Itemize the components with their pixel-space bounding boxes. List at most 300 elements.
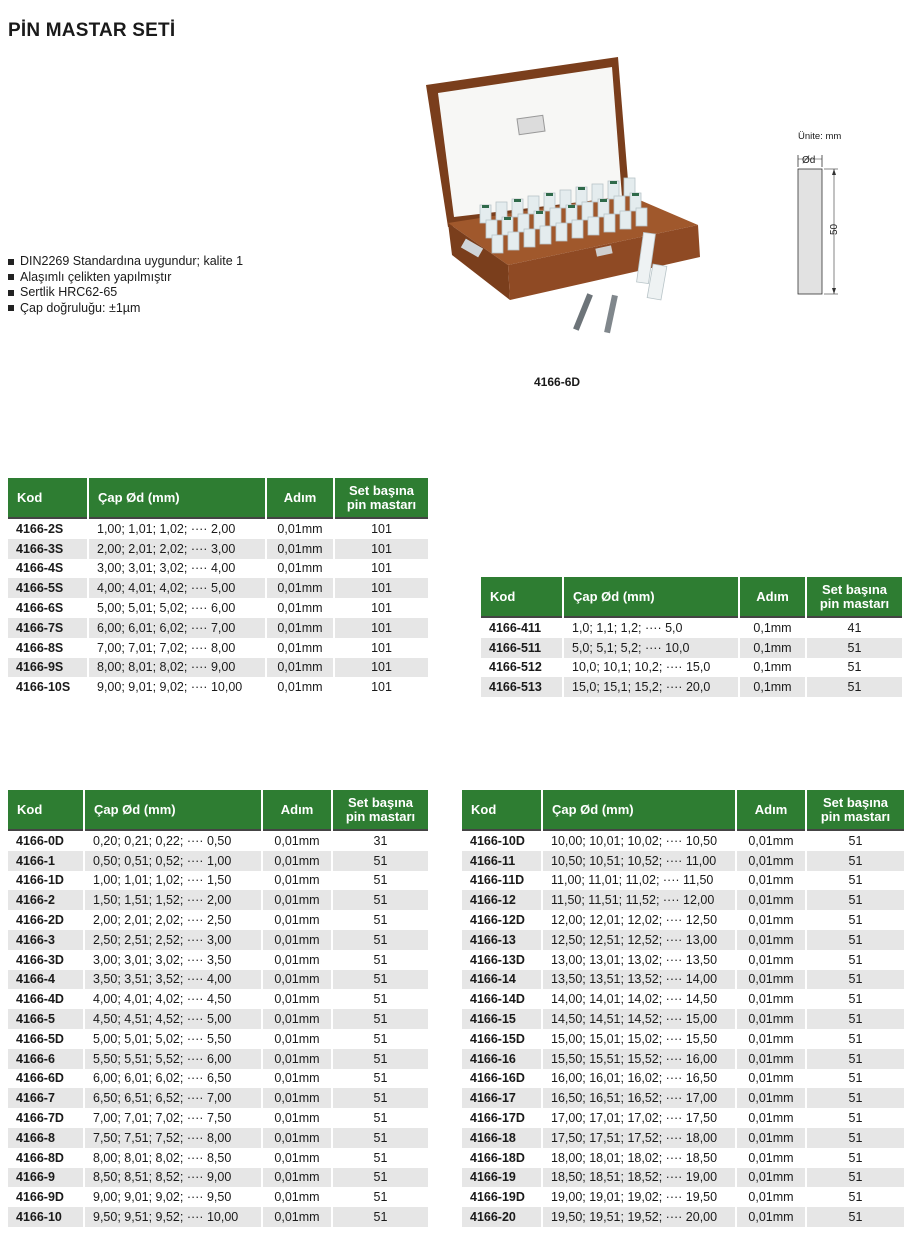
cell-adim: 0,01mm bbox=[262, 1128, 332, 1148]
cell-adim: 0,01mm bbox=[262, 1049, 332, 1069]
cell-cap: 3,00; 3,01; 3,02; ···· 3,50 bbox=[84, 950, 262, 970]
table-row bbox=[8, 890, 428, 910]
cell-cap: 2,00; 2,01; 2,02; ···· 3,00 bbox=[88, 539, 266, 559]
cell-set: 51 bbox=[806, 1108, 904, 1128]
table-row bbox=[8, 1009, 428, 1029]
cell-adim: 0,01mm bbox=[736, 1187, 806, 1207]
cell-kod: 4166-512 bbox=[481, 658, 563, 678]
cell-adim: 0,01mm bbox=[262, 910, 332, 930]
table-row bbox=[8, 578, 428, 598]
table-row bbox=[481, 638, 902, 658]
cell-kod: 4166-15 bbox=[462, 1009, 542, 1029]
cell-adim: 0,01mm bbox=[736, 1148, 806, 1168]
cell-kod: 4166-411 bbox=[481, 617, 563, 638]
cell-set: 51 bbox=[332, 1168, 428, 1188]
cell-cap: 4,50; 4,51; 4,52; ···· 5,00 bbox=[84, 1009, 262, 1029]
cell-set: 31 bbox=[332, 830, 428, 851]
cell-adim: 0,01mm bbox=[266, 677, 334, 697]
cell-cap: 13,00; 13,01; 13,02; ···· 13,50 bbox=[542, 950, 736, 970]
cell-set: 51 bbox=[332, 1049, 428, 1069]
table-row bbox=[8, 1128, 428, 1148]
cell-set: 101 bbox=[334, 598, 428, 618]
cell-set: 51 bbox=[332, 970, 428, 990]
cell-kod: 4166-4S bbox=[8, 559, 88, 579]
table-row bbox=[462, 1108, 904, 1128]
cell-adim: 0,01mm bbox=[262, 1029, 332, 1049]
table-row bbox=[462, 1009, 904, 1029]
cell-kod: 4166-11 bbox=[462, 851, 542, 871]
cell-adim: 0,01mm bbox=[736, 1168, 806, 1188]
cell-cap: 13,50; 13,51; 13,52; ···· 14,00 bbox=[542, 970, 736, 990]
cell-adim: 0,01mm bbox=[262, 1187, 332, 1207]
table-row bbox=[8, 1069, 428, 1089]
cell-kod: 4166-6 bbox=[8, 1049, 84, 1069]
cell-set: 51 bbox=[332, 1009, 428, 1029]
table-row bbox=[462, 1207, 904, 1227]
cell-cap: 17,00; 17,01; 17,02; ···· 17,50 bbox=[542, 1108, 736, 1128]
table-row bbox=[8, 871, 428, 891]
cell-set: 101 bbox=[334, 618, 428, 638]
spec-table-0-10mm bbox=[8, 790, 428, 1227]
cell-cap: 17,50; 17,51; 17,52; ···· 18,00 bbox=[542, 1128, 736, 1148]
cell-kod: 4166-13 bbox=[462, 930, 542, 950]
cell-kod: 4166-511 bbox=[481, 638, 563, 658]
page-title: PİN MASTAR SETİ bbox=[8, 20, 176, 41]
cell-set: 51 bbox=[806, 1207, 904, 1227]
table-row bbox=[8, 539, 428, 559]
feature-item: Sertlik HRC62-65 bbox=[8, 285, 243, 301]
cell-kod: 4166-6S bbox=[8, 598, 88, 618]
cell-cap: 10,0; 10,1; 10,2; ···· 15,0 bbox=[563, 658, 739, 678]
square-bullet-icon bbox=[8, 290, 14, 296]
cell-set: 51 bbox=[806, 1128, 904, 1148]
cell-adim: 0,01mm bbox=[266, 598, 334, 618]
cell-set: 51 bbox=[806, 658, 902, 678]
table-row bbox=[8, 1029, 428, 1049]
cell-adim: 0,01mm bbox=[262, 1207, 332, 1227]
cell-set: 101 bbox=[334, 518, 428, 539]
spec-table-10-20mm bbox=[462, 790, 904, 1227]
cell-cap: 16,00; 16,01; 16,02; ···· 16,50 bbox=[542, 1069, 736, 1089]
cell-adim: 0,01mm bbox=[262, 851, 332, 871]
cell-kod: 4166-18 bbox=[462, 1128, 542, 1148]
cell-adim: 0,1mm bbox=[739, 658, 806, 678]
table-row bbox=[8, 830, 428, 851]
cell-kod: 4166-5 bbox=[8, 1009, 84, 1029]
cell-kod: 4166-3S bbox=[8, 539, 88, 559]
table-row bbox=[8, 518, 428, 539]
table-row bbox=[8, 930, 428, 950]
table-row bbox=[8, 658, 428, 678]
cell-cap: 9,50; 9,51; 9,52; ···· 10,00 bbox=[84, 1207, 262, 1227]
cell-set: 51 bbox=[806, 851, 904, 871]
cell-cap: 14,00; 14,01; 14,02; ···· 14,50 bbox=[542, 989, 736, 1009]
cell-cap: 6,50; 6,51; 6,52; ···· 7,00 bbox=[84, 1088, 262, 1108]
cell-kod: 4166-8S bbox=[8, 638, 88, 658]
cell-kod: 4166-0D bbox=[8, 830, 84, 851]
cell-adim: 0,01mm bbox=[262, 1009, 332, 1029]
cell-cap: 15,0; 15,1; 15,2; ···· 20,0 bbox=[563, 677, 739, 697]
cell-set: 101 bbox=[334, 677, 428, 697]
cell-set: 51 bbox=[806, 1187, 904, 1207]
cell-cap: 12,00; 12,01; 12,02; ···· 12,50 bbox=[542, 910, 736, 930]
cell-adim: 0,01mm bbox=[266, 618, 334, 638]
length-label: 50 bbox=[829, 223, 840, 235]
cell-kod: 4166-3 bbox=[8, 930, 84, 950]
table-row bbox=[462, 989, 904, 1009]
cell-kod: 4166-5S bbox=[8, 578, 88, 598]
table-row bbox=[8, 1187, 428, 1207]
cell-adim: 0,01mm bbox=[266, 578, 334, 598]
cell-adim: 0,01mm bbox=[262, 1168, 332, 1188]
cell-adim: 0,01mm bbox=[262, 930, 332, 950]
cell-adim: 0,01mm bbox=[736, 1029, 806, 1049]
cell-adim: 0,01mm bbox=[266, 638, 334, 658]
cell-set: 51 bbox=[806, 1168, 904, 1188]
cell-cap: 10,00; 10,01; 10,02; ···· 10,50 bbox=[542, 830, 736, 851]
table-row bbox=[462, 1168, 904, 1188]
cell-cap: 18,00; 18,01; 18,02; ···· 18,50 bbox=[542, 1148, 736, 1168]
cell-cap: 1,50; 1,51; 1,52; ···· 2,00 bbox=[84, 890, 262, 910]
table-row bbox=[8, 989, 428, 1009]
table-row bbox=[462, 1187, 904, 1207]
cell-set: 101 bbox=[334, 638, 428, 658]
cell-adim: 0,01mm bbox=[266, 539, 334, 559]
cell-cap: 8,00; 8,01; 8,02; ···· 9,00 bbox=[88, 658, 266, 678]
cell-adim: 0,01mm bbox=[266, 559, 334, 579]
feature-item: DIN2269 Standardına uygundur; kalite 1 bbox=[8, 254, 243, 270]
cell-set: 51 bbox=[806, 1029, 904, 1049]
cell-set: 51 bbox=[332, 1108, 428, 1128]
header-cap: Çap Ød (mm) bbox=[88, 478, 266, 518]
cell-set: 51 bbox=[806, 1148, 904, 1168]
cell-adim: 0,1mm bbox=[739, 677, 806, 697]
cell-set: 51 bbox=[332, 851, 428, 871]
cell-cap: 0,20; 0,21; 0,22; ···· 0,50 bbox=[84, 830, 262, 851]
cell-adim: 0,01mm bbox=[736, 830, 806, 851]
cell-kod: 4166-16D bbox=[462, 1069, 542, 1089]
table-row bbox=[8, 950, 428, 970]
table-row bbox=[462, 871, 904, 891]
header-cap: Çap Ød (mm) bbox=[84, 790, 262, 830]
cell-set: 51 bbox=[806, 871, 904, 891]
photo-caption: 4166-6D bbox=[534, 375, 581, 389]
cell-adim: 0,01mm bbox=[736, 1069, 806, 1089]
cell-kod: 4166-4D bbox=[8, 989, 84, 1009]
cell-adim: 0,01mm bbox=[736, 930, 806, 950]
cell-cap: 7,50; 7,51; 7,52; ···· 8,00 bbox=[84, 1128, 262, 1148]
cell-kod: 4166-2S bbox=[8, 518, 88, 539]
header-set: Set başına pin mastarı bbox=[334, 478, 428, 518]
cell-cap: 15,00; 15,01; 15,02; ···· 15,50 bbox=[542, 1029, 736, 1049]
cell-set: 51 bbox=[806, 989, 904, 1009]
cell-set: 51 bbox=[806, 677, 902, 697]
header-adim: Adım bbox=[266, 478, 334, 518]
cell-set: 51 bbox=[332, 950, 428, 970]
cell-kod: 4166-11D bbox=[462, 871, 542, 891]
cell-kod: 4166-7D bbox=[8, 1108, 84, 1128]
table-row bbox=[8, 1148, 428, 1168]
feature-item: Alaşımlı çelikten yapılmıştır bbox=[8, 270, 243, 286]
cell-set: 51 bbox=[806, 1088, 904, 1108]
feature-item: Çap doğruluğu: ±1µm bbox=[8, 301, 243, 317]
cell-kod: 4166-12 bbox=[462, 890, 542, 910]
cell-set: 51 bbox=[806, 970, 904, 990]
cell-kod: 4166-20 bbox=[462, 1207, 542, 1227]
cell-kod: 4166-1 bbox=[8, 851, 84, 871]
header-kod: Kod bbox=[481, 577, 563, 617]
cell-cap: 4,00; 4,01; 4,02; ···· 4,50 bbox=[84, 989, 262, 1009]
header-set: Set başına pin mastarı bbox=[806, 790, 904, 830]
cell-set: 51 bbox=[332, 1029, 428, 1049]
cell-kod: 4166-3D bbox=[8, 950, 84, 970]
cell-set: 51 bbox=[332, 871, 428, 891]
cell-adim: 0,01mm bbox=[736, 910, 806, 930]
cell-set: 51 bbox=[332, 1069, 428, 1089]
spec-table-s-series bbox=[8, 478, 428, 697]
table-row bbox=[462, 1069, 904, 1089]
table-row bbox=[462, 950, 904, 970]
table-row bbox=[8, 1049, 428, 1069]
cell-kod: 4166-12D bbox=[462, 910, 542, 930]
cell-adim: 0,01mm bbox=[736, 950, 806, 970]
table-row bbox=[8, 677, 428, 697]
cell-kod: 4166-13D bbox=[462, 950, 542, 970]
table-row bbox=[8, 910, 428, 930]
cell-cap: 2,50; 2,51; 2,52; ···· 3,00 bbox=[84, 930, 262, 950]
square-bullet-icon bbox=[8, 305, 14, 311]
cell-cap: 2,00; 2,01; 2,02; ···· 2,50 bbox=[84, 910, 262, 930]
cell-adim: 0,01mm bbox=[736, 1088, 806, 1108]
header-adim: Adım bbox=[739, 577, 806, 617]
cell-set: 51 bbox=[806, 638, 902, 658]
cell-set: 51 bbox=[806, 1069, 904, 1089]
cell-set: 51 bbox=[806, 930, 904, 950]
cell-cap: 3,50; 3,51; 3,52; ···· 4,00 bbox=[84, 970, 262, 990]
cell-cap: 16,50; 16,51; 16,52; ···· 17,00 bbox=[542, 1088, 736, 1108]
cell-cap: 4,00; 4,01; 4,02; ···· 5,00 bbox=[88, 578, 266, 598]
table-row bbox=[462, 1088, 904, 1108]
table-row bbox=[462, 1148, 904, 1168]
table-row bbox=[462, 910, 904, 930]
cell-set: 51 bbox=[332, 930, 428, 950]
cell-kod: 4166-513 bbox=[481, 677, 563, 697]
cell-cap: 1,0; 1,1; 1,2; ···· 5,0 bbox=[563, 617, 739, 638]
cell-set: 51 bbox=[806, 890, 904, 910]
cell-set: 51 bbox=[332, 1128, 428, 1148]
cell-set: 51 bbox=[332, 1207, 428, 1227]
cell-adim: 0,01mm bbox=[262, 1088, 332, 1108]
cell-cap: 8,00; 8,01; 8,02; ···· 8,50 bbox=[84, 1148, 262, 1168]
cell-kod: 4166-15D bbox=[462, 1029, 542, 1049]
cell-set: 101 bbox=[334, 658, 428, 678]
square-bullet-icon bbox=[8, 259, 14, 265]
unit-note: Ünite: mm bbox=[798, 131, 842, 142]
cell-cap: 6,00; 6,01; 6,02; ···· 6,50 bbox=[84, 1069, 262, 1089]
cell-set: 51 bbox=[806, 1009, 904, 1029]
cell-set: 51 bbox=[332, 1088, 428, 1108]
cell-adim: 0,01mm bbox=[262, 830, 332, 851]
table-row bbox=[8, 598, 428, 618]
cell-adim: 0,01mm bbox=[736, 1009, 806, 1029]
header-kod: Kod bbox=[462, 790, 542, 830]
cell-set: 41 bbox=[806, 617, 902, 638]
cell-set: 51 bbox=[806, 1049, 904, 1069]
table-row bbox=[462, 1049, 904, 1069]
cell-cap: 0,50; 0,51; 0,52; ···· 1,00 bbox=[84, 851, 262, 871]
cell-cap: 1,00; 1,01; 1,02; ···· 2,00 bbox=[88, 518, 266, 539]
cell-cap: 19,50; 19,51; 19,52; ···· 20,00 bbox=[542, 1207, 736, 1227]
cell-adim: 0,01mm bbox=[262, 950, 332, 970]
cell-adim: 0,01mm bbox=[736, 871, 806, 891]
cell-set: 101 bbox=[334, 578, 428, 598]
table-row bbox=[481, 658, 902, 678]
cell-adim: 0,01mm bbox=[266, 658, 334, 678]
table-row bbox=[462, 830, 904, 851]
table-row bbox=[8, 851, 428, 871]
cell-kod: 4166-2D bbox=[8, 910, 84, 930]
cell-adim: 0,01mm bbox=[262, 871, 332, 891]
cell-cap: 9,00; 9,01; 9,02; ···· 10,00 bbox=[88, 677, 266, 697]
cell-kod: 4166-17 bbox=[462, 1088, 542, 1108]
cell-kod: 4166-9S bbox=[8, 658, 88, 678]
cell-kod: 4166-18D bbox=[462, 1148, 542, 1168]
table-row bbox=[462, 970, 904, 990]
cell-set: 101 bbox=[334, 559, 428, 579]
cell-set: 51 bbox=[806, 910, 904, 930]
cell-kod: 4166-8D bbox=[8, 1148, 84, 1168]
cell-cap: 6,00; 6,01; 6,02; ···· 7,00 bbox=[88, 618, 266, 638]
cell-kod: 4166-8 bbox=[8, 1128, 84, 1148]
cell-cap: 7,00; 7,01; 7,02; ···· 7,50 bbox=[84, 1108, 262, 1128]
cell-adim: 0,01mm bbox=[736, 989, 806, 1009]
table-row bbox=[462, 1128, 904, 1148]
table-row bbox=[462, 890, 904, 910]
cell-cap: 1,00; 1,01; 1,02; ···· 1,50 bbox=[84, 871, 262, 891]
cell-set: 101 bbox=[334, 539, 428, 559]
table-row bbox=[8, 638, 428, 658]
product-photo bbox=[418, 55, 708, 345]
cell-adim: 0,01mm bbox=[262, 1148, 332, 1168]
spec-table-01-step bbox=[481, 577, 902, 697]
cell-kod: 4166-2 bbox=[8, 890, 84, 910]
cell-cap: 15,50; 15,51; 15,52; ···· 16,00 bbox=[542, 1049, 736, 1069]
cell-adim: 0,01mm bbox=[736, 851, 806, 871]
cell-kod: 4166-10S bbox=[8, 677, 88, 697]
cell-cap: 5,0; 5,1; 5,2; ···· 10,0 bbox=[563, 638, 739, 658]
cell-adim: 0,01mm bbox=[266, 518, 334, 539]
cell-kod: 4166-1D bbox=[8, 871, 84, 891]
cell-cap: 7,00; 7,01; 7,02; ···· 8,00 bbox=[88, 638, 266, 658]
header-kod: Kod bbox=[8, 790, 84, 830]
cell-set: 51 bbox=[332, 890, 428, 910]
cell-cap: 3,00; 3,01; 3,02; ···· 4,00 bbox=[88, 559, 266, 579]
cell-cap: 11,00; 11,01; 11,02; ···· 11,50 bbox=[542, 871, 736, 891]
table-row bbox=[8, 970, 428, 990]
cell-cap: 11,50; 11,51; 11,52; ···· 12,00 bbox=[542, 890, 736, 910]
cell-set: 51 bbox=[332, 1148, 428, 1168]
table-row bbox=[8, 559, 428, 579]
cell-kod: 4166-9D bbox=[8, 1187, 84, 1207]
cell-cap: 8,50; 8,51; 8,52; ···· 9,00 bbox=[84, 1168, 262, 1188]
header-adim: Adım bbox=[736, 790, 806, 830]
table-row bbox=[8, 1088, 428, 1108]
cell-adim: 0,1mm bbox=[739, 617, 806, 638]
cell-kod: 4166-14D bbox=[462, 989, 542, 1009]
cell-cap: 5,00; 5,01; 5,02; ···· 6,00 bbox=[88, 598, 266, 618]
cell-cap: 9,00; 9,01; 9,02; ···· 9,50 bbox=[84, 1187, 262, 1207]
cell-set: 51 bbox=[332, 1187, 428, 1207]
cell-kod: 4166-7S bbox=[8, 618, 88, 638]
table-row bbox=[481, 617, 902, 638]
cell-adim: 0,1mm bbox=[739, 638, 806, 658]
cell-kod: 4166-16 bbox=[462, 1049, 542, 1069]
table-row bbox=[462, 930, 904, 950]
cell-kod: 4166-17D bbox=[462, 1108, 542, 1128]
table-row bbox=[8, 618, 428, 638]
cell-adim: 0,01mm bbox=[262, 1108, 332, 1128]
cell-cap: 5,00; 5,01; 5,02; ···· 5,50 bbox=[84, 1029, 262, 1049]
table-row bbox=[462, 851, 904, 871]
cell-kod: 4166-14 bbox=[462, 970, 542, 990]
table-row bbox=[8, 1207, 428, 1227]
header-set: Set başına pin mastarı bbox=[806, 577, 902, 617]
cell-kod: 4166-10 bbox=[8, 1207, 84, 1227]
cell-kod: 4166-6D bbox=[8, 1069, 84, 1089]
cell-kod: 4166-19D bbox=[462, 1187, 542, 1207]
cell-adim: 0,01mm bbox=[736, 970, 806, 990]
table-row bbox=[462, 1029, 904, 1049]
cell-adim: 0,01mm bbox=[262, 1069, 332, 1089]
cell-kod: 4166-19 bbox=[462, 1168, 542, 1188]
feature-list bbox=[8, 254, 243, 316]
cell-kod: 4166-5D bbox=[8, 1029, 84, 1049]
cell-kod: 4166-9 bbox=[8, 1168, 84, 1188]
header-adim: Adım bbox=[262, 790, 332, 830]
table-row bbox=[481, 677, 902, 697]
cell-set: 51 bbox=[332, 989, 428, 1009]
cell-adim: 0,01mm bbox=[262, 989, 332, 1009]
cell-adim: 0,01mm bbox=[736, 1108, 806, 1128]
cell-kod: 4166-4 bbox=[8, 970, 84, 990]
cell-cap: 12,50; 12,51; 12,52; ···· 13,00 bbox=[542, 930, 736, 950]
cell-adim: 0,01mm bbox=[736, 1049, 806, 1069]
cell-adim: 0,01mm bbox=[736, 890, 806, 910]
table-row bbox=[8, 1168, 428, 1188]
cell-cap: 19,00; 19,01; 19,02; ···· 19,50 bbox=[542, 1187, 736, 1207]
cell-set: 51 bbox=[332, 910, 428, 930]
cell-set: 51 bbox=[806, 950, 904, 970]
cell-cap: 5,50; 5,51; 5,52; ···· 6,00 bbox=[84, 1049, 262, 1069]
square-bullet-icon bbox=[8, 274, 14, 280]
diameter-label: Ød bbox=[802, 155, 816, 166]
cell-cap: 10,50; 10,51; 10,52; ···· 11,00 bbox=[542, 851, 736, 871]
cell-cap: 18,50; 18,51; 18,52; ···· 19,00 bbox=[542, 1168, 736, 1188]
cell-adim: 0,01mm bbox=[262, 890, 332, 910]
cell-kod: 4166-10D bbox=[462, 830, 542, 851]
header-kod: Kod bbox=[8, 478, 88, 518]
cell-adim: 0,01mm bbox=[736, 1207, 806, 1227]
pin-dimension-drawing bbox=[792, 145, 852, 300]
cell-set: 51 bbox=[806, 830, 904, 851]
table-row bbox=[8, 1108, 428, 1128]
cell-adim: 0,01mm bbox=[262, 970, 332, 990]
header-set: Set başına pin mastarı bbox=[332, 790, 428, 830]
cell-kod: 4166-7 bbox=[8, 1088, 84, 1108]
cell-adim: 0,01mm bbox=[736, 1128, 806, 1148]
cell-cap: 14,50; 14,51; 14,52; ···· 15,00 bbox=[542, 1009, 736, 1029]
header-cap: Çap Ød (mm) bbox=[563, 577, 739, 617]
